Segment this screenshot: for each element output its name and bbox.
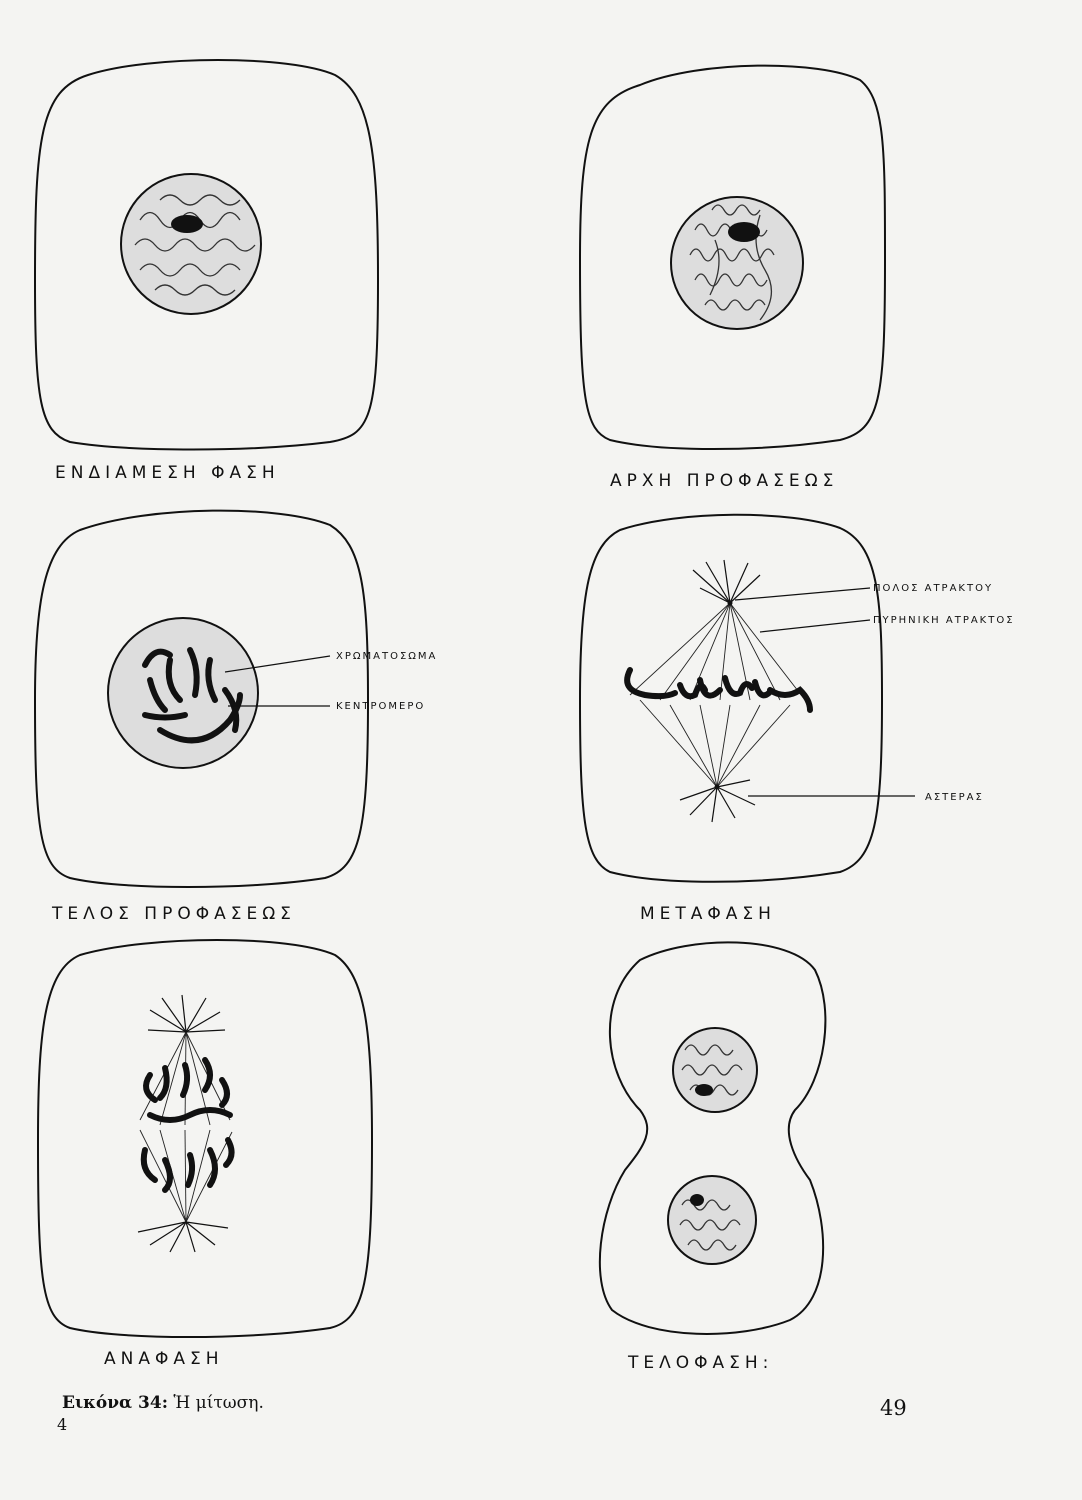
stage-label-late-prophase: ΤΕΛΟΣ ΠΡΟΦΑΣΕΩΣ <box>52 904 296 924</box>
panel-early-prophase <box>580 66 885 491</box>
caption-label: Εικόνα 34: <box>62 1393 168 1413</box>
figure-caption <box>62 1393 264 1413</box>
panel-telophase <box>600 942 826 1373</box>
aster-top <box>148 995 225 1032</box>
stage-label-telophase: ΤΕΛΟΦΑΣΗ: <box>628 1353 774 1373</box>
nucleolus <box>728 222 760 242</box>
aster-top <box>693 560 760 603</box>
nucleus <box>671 197 803 329</box>
stage-label-interphase: ΕΝΔΙΑΜΕΣΗ ΦΑΣΗ <box>55 463 280 483</box>
page-number: 49 <box>880 1396 907 1420</box>
caption-text: Ἡ μίτωση. <box>173 1393 264 1413</box>
anaphase-chromosomes <box>144 1060 232 1190</box>
chromosome-label: ΧΡΩΜΑΤΟΣΩΜΑ <box>336 651 438 662</box>
panel-anaphase <box>38 940 372 1369</box>
panel-interphase <box>35 60 378 483</box>
aster-label: ΑΣΤΕΡΑΣ <box>925 792 984 803</box>
stage-label-metaphase: ΜΕΤΑΦΑΣΗ <box>640 904 776 924</box>
nucleolus <box>690 1194 704 1206</box>
metaphase-chromosomes <box>627 670 810 710</box>
nuclear-spindle-label: ΠΥΡΗΝΙΚΗ ΑΤΡΑΚΤΟΣ <box>873 615 1015 626</box>
nucleolus <box>171 215 203 233</box>
aster-bottom <box>138 1222 228 1252</box>
nuclear-spindle-pointer <box>760 620 870 632</box>
spindle-fibers <box>140 1032 232 1222</box>
nucleolus <box>695 1084 713 1096</box>
footer-number: 4 <box>57 1415 68 1434</box>
panel-late-prophase <box>35 511 437 924</box>
daughter-nucleus-top <box>673 1028 757 1112</box>
spindle-pole-top <box>728 601 733 606</box>
panel-metaphase <box>580 515 1015 924</box>
stage-label-early-prophase: ΑΡΧΗ ΠΡΟΦΑΣΕΩΣ <box>610 471 839 491</box>
spindle-pole-label: ΠΟΛΟΣ ΑΤΡΑΚΤΟΥ <box>873 583 994 594</box>
stage-label-anaphase: ΑΝΑΦΑΣΗ <box>104 1349 224 1369</box>
cell-outline <box>580 515 882 882</box>
nucleus <box>108 618 258 768</box>
centromere-label: ΚΕΝΤΡΟΜΕΡΟ <box>336 701 426 712</box>
cell-outline <box>600 942 826 1334</box>
spindle-pole-pointer <box>735 588 870 600</box>
spindle-pole-bottom <box>715 785 720 790</box>
